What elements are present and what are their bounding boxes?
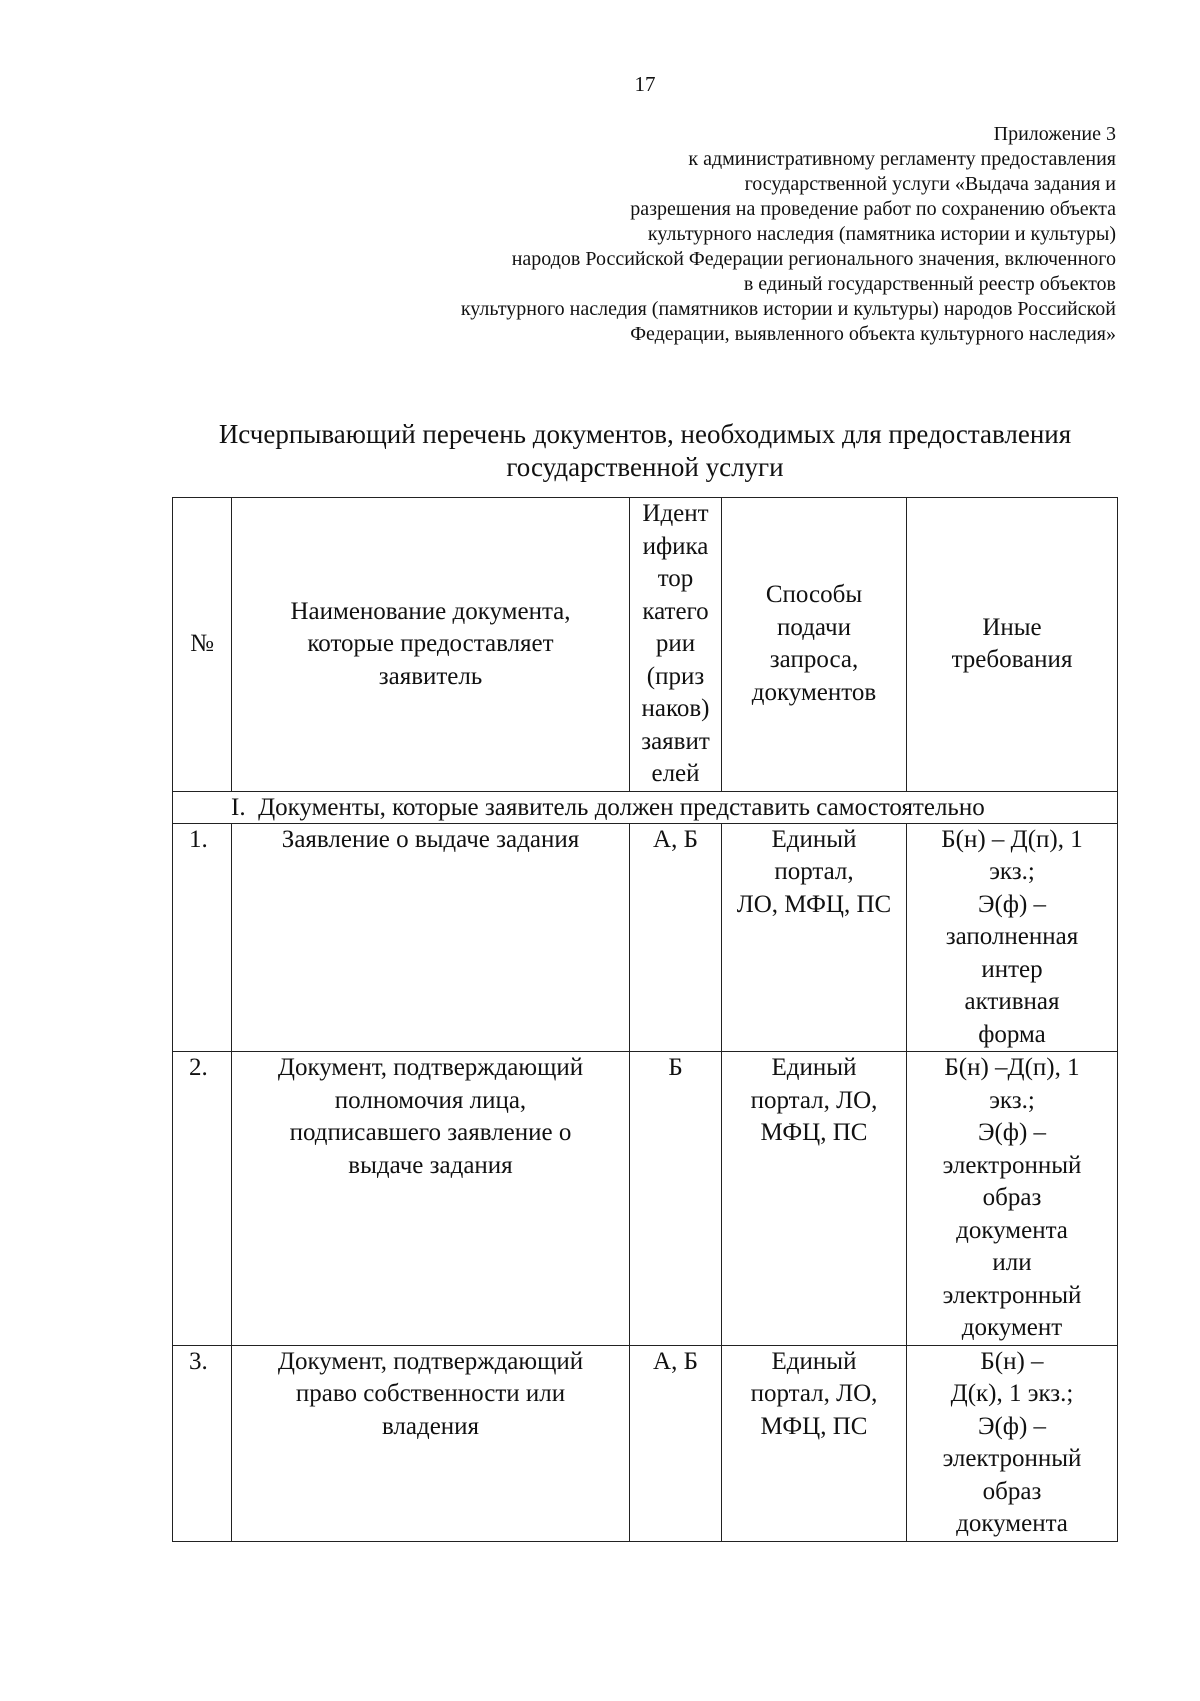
- row-document-name: Документ, подтверждающий право собственности или владения: [232, 1345, 630, 1541]
- appendix-line: разрешения на проведение работ по сохранению объекта: [630, 198, 1116, 220]
- table-header-row: [173, 498, 1118, 792]
- row-category-identifier: А, Б: [630, 1345, 722, 1541]
- table-row: [173, 1345, 1118, 1541]
- row-other-requirements: Б(н) – Д(к), 1 экз.; Э(ф) – электронный образ документа: [907, 1345, 1118, 1541]
- row-other-requirements: Б(н) – Д(п), 1 экз.; Э(ф) – заполненная интер активная форма: [907, 823, 1118, 1052]
- row-document-name: Документ, подтверждающий полномочия лица, подписавшего заявление о выдаче задания: [232, 1052, 630, 1346]
- section-row: [173, 791, 1118, 823]
- header-document-name: Наименование документа, которые предоставляет заявитель: [232, 498, 630, 792]
- header-submission-methods: Способы подачи запроса, документов: [722, 498, 907, 792]
- appendix-line: народов Российской Федерации регионального значения, включенного: [511, 248, 1116, 270]
- documents-table: [172, 497, 1118, 1542]
- row-number: 3.: [173, 1345, 232, 1541]
- row-submission-methods: Единый портал, ЛО, МФЦ, ПС: [722, 1345, 907, 1541]
- row-category-identifier: Б: [630, 1052, 722, 1346]
- section-title: I. Документы, которые заявитель должен представить самостоятельно: [173, 791, 1118, 823]
- row-category-identifier: А, Б: [630, 823, 722, 1052]
- appendix-line: к административному регламенту предоставления: [688, 148, 1116, 170]
- appendix-line: в единый государственный реестр объектов: [743, 273, 1116, 295]
- row-number: 1.: [173, 823, 232, 1052]
- page-number: 17: [634, 72, 656, 96]
- header-other-requirements: Иные требования: [907, 498, 1118, 792]
- appendix-header: [356, 122, 1116, 347]
- appendix-line: Приложение 3: [993, 123, 1116, 145]
- appendix-line: культурного наследия (памятников истории и культуры) народов Российской: [460, 298, 1116, 320]
- row-document-name: Заявление о выдаче задания: [232, 823, 630, 1052]
- appendix-line: культурного наследия (памятника истории и культуры): [647, 223, 1116, 245]
- appendix-line: Федерации, выявленного объекта культурного наследия»: [630, 323, 1116, 345]
- appendix-line: государственной услуги «Выдача задания и: [744, 173, 1116, 195]
- row-other-requirements: Б(н) –Д(п), 1 экз.; Э(ф) – электронный образ документа или электронный документ: [907, 1052, 1118, 1346]
- document-title: [150, 418, 1140, 484]
- table-row: [173, 823, 1118, 1052]
- row-submission-methods: Единый портал, ЛО, МФЦ, ПС: [722, 1052, 907, 1346]
- header-category-identifier: Идент ифика тор катего рии (приз наков) заявит елей: [630, 498, 722, 792]
- document-title-line: государственной услуги: [506, 452, 784, 482]
- header-number: №: [173, 498, 232, 792]
- row-submission-methods: Единый портал, ЛО, МФЦ, ПС: [722, 823, 907, 1052]
- document-title-line: Исчерпывающий перечень документов, необходимых для предоставления: [218, 419, 1072, 449]
- row-number: 2.: [173, 1052, 232, 1346]
- table-row: [173, 1052, 1118, 1346]
